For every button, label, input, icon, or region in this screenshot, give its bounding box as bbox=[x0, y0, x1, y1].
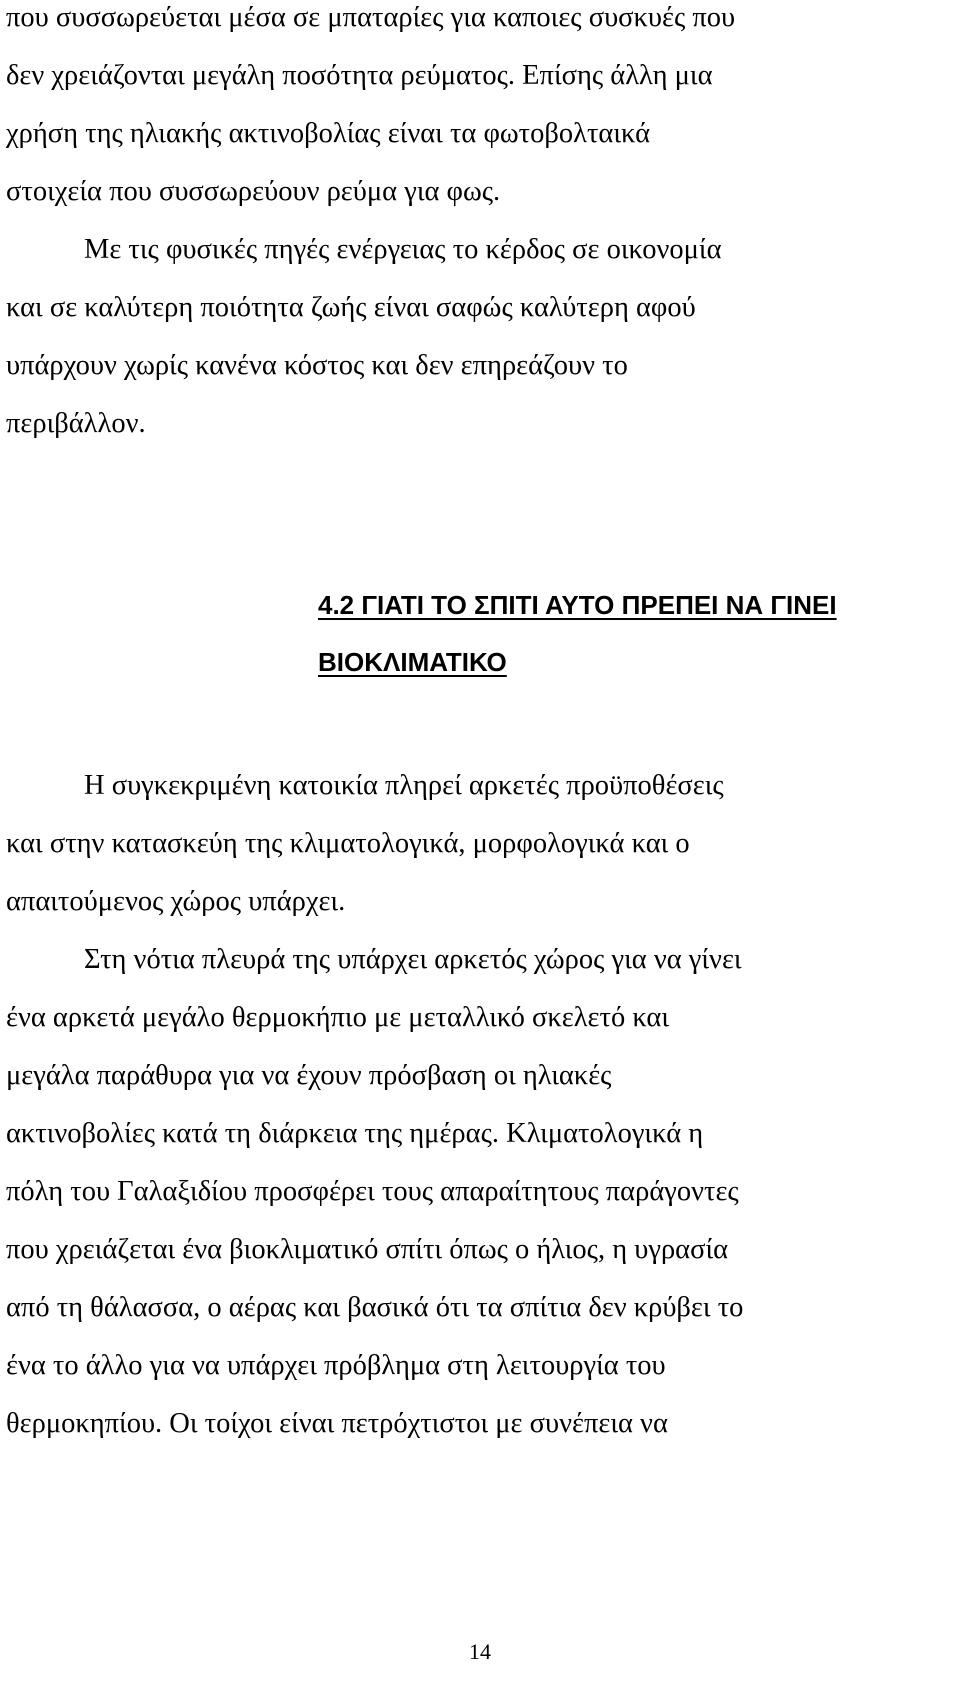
body-text-line: από τη θάλασσα, ο αέρας και βασικά ότι τα σπίτια δεν κρύβει το bbox=[6, 1292, 744, 1323]
body-text-line: που συσσωρεύεται μέσα σε μπαταρίες για καποιες συσκυές που bbox=[6, 2, 736, 33]
body-text-line: περιβάλλον. bbox=[6, 408, 146, 439]
body-text-line: χρήση της ηλιακής ακτινοβολίας είναι τα φωτοβολταικά bbox=[6, 118, 651, 149]
body-text-line: θερμοκηπίου. Οι τοίχοι είναι πετρόχτιστοι με συνέπεια να bbox=[6, 1408, 668, 1439]
body-text-line: απαιτούμενος χώρος υπάρχει. bbox=[6, 886, 346, 917]
body-text-line: ένα το άλλο για να υπάρχει πρόβλημα στη λειτουργία του bbox=[6, 1350, 666, 1381]
body-text-line: Στη νότια πλευρά της υπάρχει αρκετός χώρος για να γίνει bbox=[84, 944, 742, 975]
body-text-line: ένα αρκετά μεγάλο θερμοκήπιο με μεταλλικό σκελετό και bbox=[6, 1002, 670, 1033]
body-text-line: στοιχεία που συσσωρεύουν ρεύμα για φως. bbox=[6, 176, 501, 207]
section-heading-line-2: ΒΙΟΚΛΙΜΑΤΙΚΟ bbox=[318, 647, 507, 677]
body-text-line: και σε καλύτερη ποιότητα ζωής είναι σαφώς καλύτερη αφού bbox=[6, 292, 696, 323]
body-text-line: δεν χρειάζονται μεγάλη ποσότητα ρεύματος. Επίσης άλλη μια bbox=[6, 60, 713, 91]
body-text-line: ακτινοβολίες κατά τη διάρκεια της ημέρας. Κλιματολογικά η bbox=[6, 1118, 704, 1149]
body-text-line: και στην κατασκεύη της κλιματολογικά, μορφολογικά και ο bbox=[6, 828, 690, 859]
body-text-line: που χρειάζεται ένα βιοκλιματικό σπίτι όπως ο ήλιος, η υγρασία bbox=[6, 1234, 729, 1265]
body-text-line: υπάρχουν χωρίς κανένα κόστος και δεν επηρεάζουν το bbox=[6, 350, 628, 381]
body-text-line: μεγάλα παράθυρα για να έχουν πρόσβαση οι ηλιακές bbox=[6, 1060, 612, 1091]
page-number: 14 bbox=[469, 1639, 491, 1664]
body-text-line: πόλη του Γαλαξιδίου προσφέρει τους απαραίτητους παράγοντες bbox=[6, 1176, 739, 1207]
body-text-line: Η συγκεκριμένη κατοικία πληρεί αρκετές προϋποθέσεις bbox=[84, 770, 724, 801]
body-text-line: Με τις φυσικές πηγές ενέργειας το κέρδος σε οικονομία bbox=[84, 234, 722, 265]
section-heading-line-1: 4.2 ΓΙΑΤΙ ΤΟ ΣΠΙΤΙ ΑΥΤΟ ΠΡΕΠΕΙ ΝΑ ΓΙΝΕΙ bbox=[318, 590, 837, 620]
